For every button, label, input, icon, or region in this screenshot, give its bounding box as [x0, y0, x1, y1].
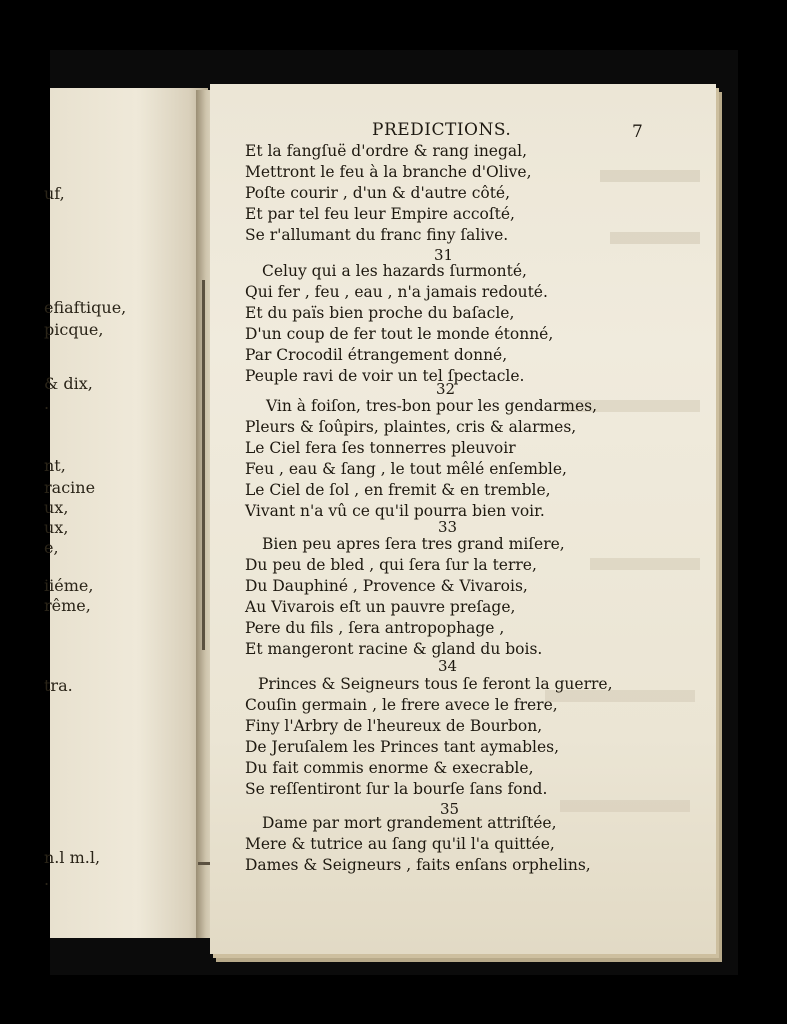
- verse-line: Et la fangſuë d'ordre & rang inegal,: [245, 142, 528, 160]
- verse-line: Peuple ravi de voir un tel ſpectacle.: [245, 367, 525, 385]
- verse-line: Le Ciel de ſol , en fremit & en tremble,: [245, 481, 551, 499]
- verse-line: Se reſſentiront ſur la bourſe ſans fond.: [245, 780, 548, 798]
- left-fragment: .: [44, 394, 50, 413]
- verse-line: Pleurs & ſoûpirs, plaintes, cris & alarmes,: [245, 418, 577, 436]
- show-through: [590, 558, 700, 570]
- verse-line: Dame par mort grandement attriſtée,: [262, 814, 557, 832]
- left-fragment: .: [44, 870, 50, 889]
- verse-line: Du fait commis enorme & execrable,: [245, 759, 534, 777]
- left-fragment: ux,: [44, 498, 69, 517]
- verse-line: Par Crocodil étrangement donné,: [245, 346, 508, 364]
- verse-line: Princes & Seigneurs tous ſe feront la guerre,: [258, 675, 613, 693]
- running-head: PREDICTIONS.: [372, 120, 512, 140]
- verse-line: Finy l'Arbry de l'heureux de Bourbon,: [245, 717, 543, 735]
- verse-line: Du peu de bled , qui ſera ſur la terre,: [245, 556, 537, 574]
- binding-thread: [202, 280, 205, 650]
- verse-line: Et du païs bien proche du baſacle,: [245, 304, 515, 322]
- left-fragment: racine: [44, 478, 96, 497]
- show-through: [610, 232, 700, 244]
- left-fragment: iiéme,: [44, 576, 94, 595]
- verse-line: Poſte courir , d'un & d'autre côté,: [245, 184, 511, 202]
- left-fragment: e,: [44, 538, 59, 557]
- verse-line: Vin à foiſon, tres-bon pour les gendarmes,: [266, 397, 598, 415]
- verse-line: Qui fer , feu , eau , n'a jamais redouté.: [245, 283, 548, 301]
- verse-line: Se r'allumant du franc finy ſalive.: [245, 226, 509, 244]
- left-fragment: picque,: [44, 320, 104, 339]
- stanza-number: 31: [434, 246, 454, 264]
- verse-line: D'un coup de fer tout le monde étonné,: [245, 325, 554, 343]
- stanza-number: 33: [438, 518, 458, 536]
- left-page: [44, 88, 208, 938]
- verse-line: Le Ciel fera ſes tonnerres pleuvoir: [245, 439, 516, 457]
- left-fragment: efiaftique,: [44, 298, 127, 317]
- verse-line: Bien peu apres ſera tres grand miſere,: [262, 535, 565, 553]
- stanza-number: 32: [436, 380, 456, 398]
- stanza-number: 34: [438, 657, 458, 675]
- verse-line: Couſin germain , le frere avece le frere,: [245, 696, 558, 714]
- verse-line: Au Vivarois eſt un pauvre preſage,: [245, 598, 516, 616]
- verse-line: Pere du fils , ſera antropophage ,: [245, 619, 505, 637]
- verse-line: Mettront le feu à la branche d'Olive,: [245, 163, 532, 181]
- verse-line: Et par tel feu leur Empire accoſté,: [245, 205, 515, 223]
- page-number: 7: [632, 122, 643, 142]
- verse-line: Celuy qui a les hazards ſurmonté,: [262, 262, 527, 280]
- verse-line: Vivant n'a vû ce qu'il pourra bien voir.: [245, 502, 545, 520]
- left-fragment: rême,: [44, 596, 91, 615]
- stanza-number: 35: [440, 800, 460, 818]
- show-through: [560, 800, 690, 812]
- left-fragment: nt,: [44, 456, 66, 475]
- verse-line: Dames & Seigneurs , faits enſans orphelins,: [245, 856, 591, 874]
- verse-line: Du Dauphiné , Provence & Vivarois,: [245, 577, 528, 595]
- left-fragment: ux,: [44, 518, 69, 537]
- verse-line: Et mangeront racine & gland du bois.: [245, 640, 543, 658]
- left-fragment: & dix,: [44, 374, 93, 393]
- left-fragment: tra.: [44, 676, 73, 695]
- verse-line: De Jeruſalem les Princes tant aymables,: [245, 738, 560, 756]
- verse-line: Mere & tutrice au ſang qu'il l'a quittée,: [245, 835, 555, 853]
- show-through: [600, 170, 700, 182]
- left-fragment: n.l m.l,: [44, 848, 101, 867]
- left-fragment: uf,: [44, 184, 65, 203]
- verse-line: Feu , eau & ſang , le tout mêlé enſemble,: [245, 460, 567, 478]
